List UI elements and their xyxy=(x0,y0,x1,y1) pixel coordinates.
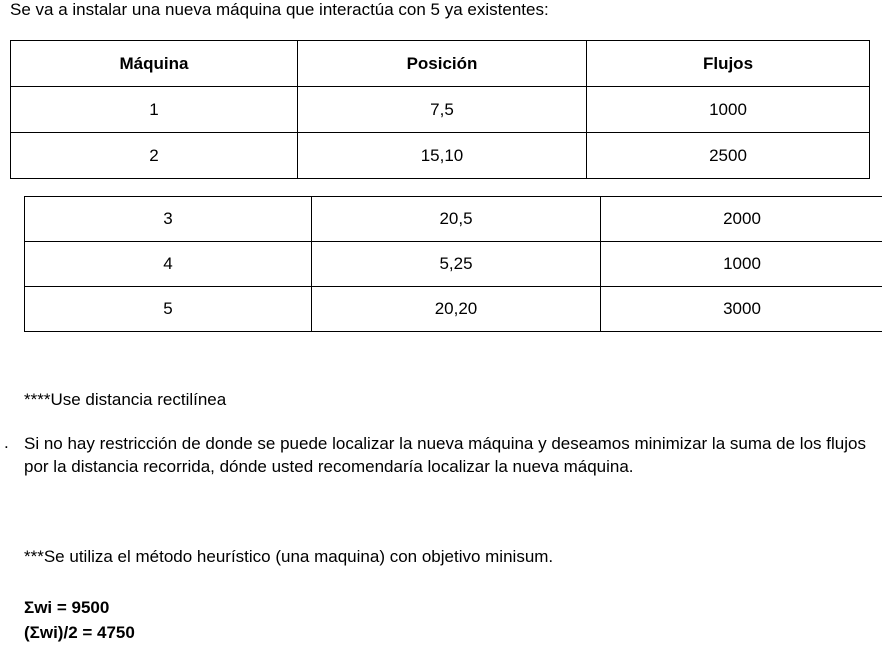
header-flujos: Flujos xyxy=(587,41,870,87)
machine-table-part-1 xyxy=(10,40,870,179)
distance-note: ****Use distancia rectilínea xyxy=(24,390,227,409)
table-row xyxy=(25,197,882,242)
table-row xyxy=(11,133,870,179)
cell-posicion: 15,10 xyxy=(298,133,587,179)
cell-flujos: 2500 xyxy=(587,133,870,179)
cell-maquina: 2 xyxy=(11,133,298,179)
cell-posicion: 5,25 xyxy=(312,242,601,287)
question-text: Si no hay restricción de donde se puede localizar la nueva máquina y deseamos minimizar la suma de los flujos por la distancia recorrida, dónde usted recomendaría localizar la nueva máquina. xyxy=(24,434,866,476)
formula-half-sum-weights: (Σwi)/2 = 4750 xyxy=(24,623,135,642)
cell-maquina: 3 xyxy=(25,197,312,242)
cell-flujos: 3000 xyxy=(601,287,882,332)
cell-flujos: 2000 xyxy=(601,197,882,242)
cell-posicion: 7,5 xyxy=(298,87,587,133)
cell-posicion: 20,20 xyxy=(312,287,601,332)
cell-flujos: 1000 xyxy=(587,87,870,133)
intro-text: Se va a instalar una nueva máquina que interactúa con 5 ya existentes: xyxy=(10,0,549,19)
cell-flujos: 1000 xyxy=(601,242,882,287)
table-row xyxy=(11,87,870,133)
table-header-row xyxy=(11,41,870,87)
cell-maquina: 1 xyxy=(11,87,298,133)
table-row xyxy=(25,242,882,287)
method-note: ***Se utiliza el método heurístico (una maquina) con objetivo minisum. xyxy=(24,547,554,566)
machine-table-part-2 xyxy=(24,196,882,332)
table-row xyxy=(25,287,882,332)
header-maquina: Máquina xyxy=(11,41,298,87)
header-posicion: Posición xyxy=(298,41,587,87)
cell-posicion: 20,5 xyxy=(312,197,601,242)
cell-maquina: 4 xyxy=(25,242,312,287)
cell-maquina: 5 xyxy=(25,287,312,332)
formula-sum-weights: Σwi = 9500 xyxy=(24,598,110,617)
list-marker: . xyxy=(4,433,9,452)
